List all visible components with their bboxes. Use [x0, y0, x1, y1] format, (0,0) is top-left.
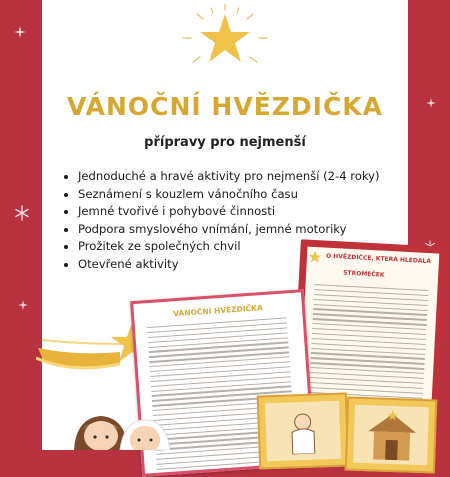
story-sheet-title-2: STROMEČEK	[342, 269, 385, 279]
mary-illustration	[118, 418, 172, 450]
list-item: • Podpora smyslového vnímání, jemné motoriky	[78, 221, 380, 239]
sparkle-icon	[18, 300, 28, 310]
list-item: • Jemné tvořivé i pohybové činnosti	[78, 203, 380, 221]
page-title: VÁNOČNÍ HVĚZDIČKA	[66, 92, 384, 121]
stable-icon	[365, 409, 419, 461]
list-item: • Jednoduché a hravé aktivity pro nejmenší (2-4 roky)	[78, 168, 380, 186]
star-icon	[175, 2, 275, 74]
list-item: • Seznámení s kouzlem vánočního času	[78, 186, 380, 204]
list-item: • Prožitek ze společných chvil	[78, 238, 380, 256]
list-item: • Otevřené aktivity	[78, 256, 380, 274]
sparkle-icon	[14, 26, 26, 38]
story-sheet-title: O HVĚZDIČCE, KTERÁ HLEDALA	[325, 252, 432, 266]
nativity-card	[257, 392, 350, 469]
star-icon	[308, 250, 323, 265]
activity-sheet-title: VÁNOČNÍ HVĚZDIČKA	[172, 303, 264, 319]
baby-icon	[285, 409, 321, 454]
snowflake-icon	[14, 205, 30, 221]
page-subtitle: přípravy pro nejmenší	[144, 135, 306, 150]
stable-card	[345, 396, 438, 473]
sparkle-icon	[426, 98, 436, 108]
